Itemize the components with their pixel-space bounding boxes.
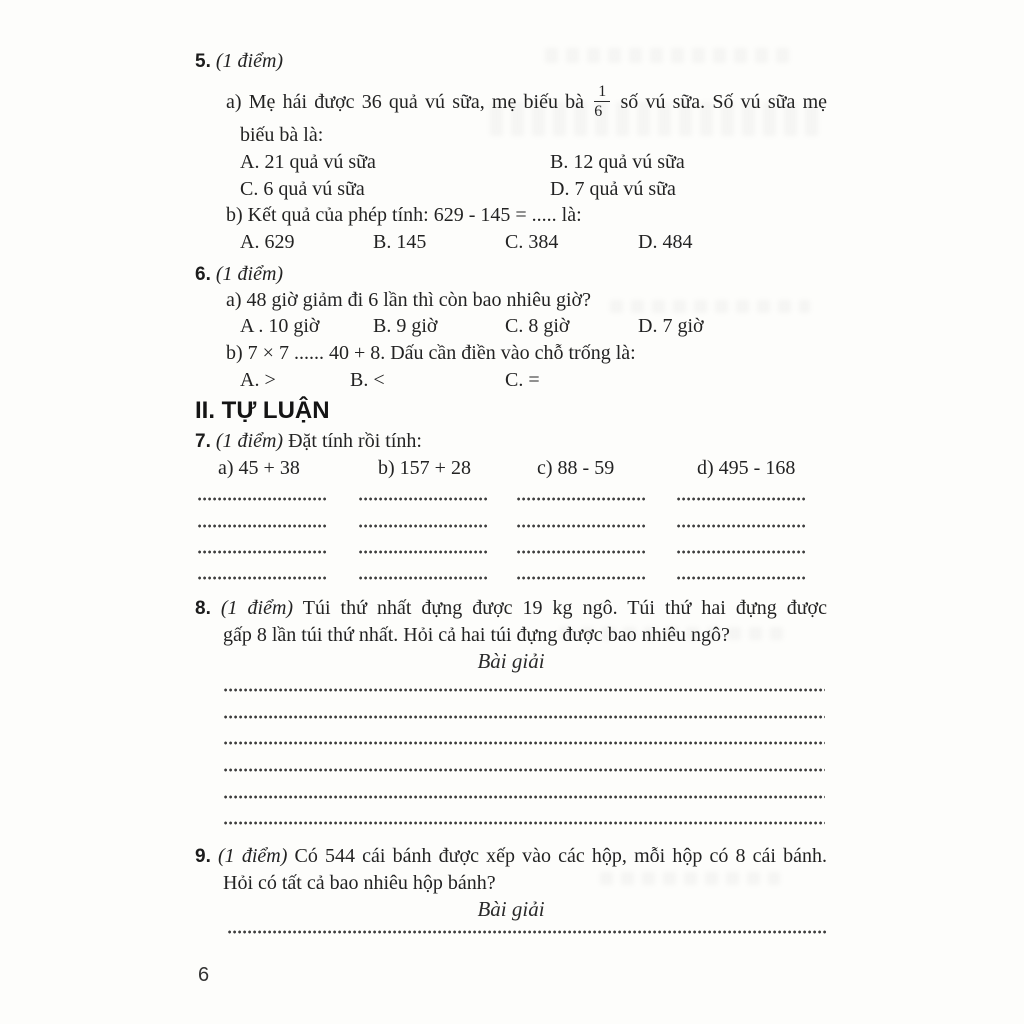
option-6a-D: D. 7 giờ [638,315,704,337]
question-5-number: 5. [195,51,211,72]
question-9-text-body: Có 544 cái bánh được xếp vào các hộp, mỗi hộp có 8 cái bánh. [294,845,828,867]
solution-heading: Bài giải [477,649,545,673]
question-9-points: (1 điểm) [218,845,288,867]
option-6a-C: C. 8 giờ [505,315,570,337]
answer-line [359,524,487,528]
question-6-header [195,261,827,288]
question-9-text-line2: Hỏi có tất cả bao nhiêu hộp bánh? [223,872,496,894]
question-5-points: (1 điểm) [215,50,284,72]
question-7-item-d: d) 495 - 168 [697,457,796,479]
section-2-heading: II. TỰ LUẬN [195,397,330,424]
answer-line [359,497,487,501]
question-6-points: (1 điểm) [215,263,284,285]
question-8-text-body: Túi thứ nhất đựng được 19 kg ngô. Túi thứ hai đựng được [302,597,827,619]
answer-line [224,768,825,772]
answer-line [517,497,645,501]
question-6-number: 6. [195,264,211,285]
question-5b-label: b) [226,204,243,226]
fraction-one-sixth [594,83,610,121]
question-6a-label: a) [226,289,242,311]
answer-line [224,688,825,692]
question-9-text-line1 [195,843,827,870]
question-5a-text-after-fraction: số vú sữa. Số vú sữa mẹ [620,91,828,113]
question-7-items [195,455,827,482]
option-5a-B: B. 12 quả vú sữa [550,151,685,173]
question-8-text-line1 [195,595,827,622]
option-6b-B: B. < [350,369,385,391]
question-6b-text-body: 7 × 7 ...... 40 + 8. Dấu cần điền vào chỗ trống là: [247,342,636,364]
option-5a-A: A. 21 quả vú sữa [240,151,376,173]
question-6b-label: b) [226,342,243,364]
option-5b-D: D. 484 [638,231,693,253]
question-5b-text [195,202,827,229]
answer-line [228,930,826,934]
answer-line [198,524,326,528]
answer-line [517,550,645,554]
question-7-points: (1 điểm) [215,430,284,452]
question-5a-text [195,80,827,124]
question-7-number: 7. [195,431,211,452]
answer-line [517,576,645,580]
answer-line [224,741,825,745]
question-8-text-line2: gấp 8 lần túi thứ nhất. Hỏi cả hai túi đựng được bao nhiêu ngô? [223,624,730,646]
question-8-number: 8. [195,598,211,619]
answer-line [198,497,326,501]
answer-line [359,550,487,554]
answer-line [677,497,805,501]
fraction-denominator: 6 [594,102,603,120]
question-5a-options-row-1 [195,149,827,176]
answer-line [677,550,805,554]
question-5b-options [195,229,827,256]
option-5b-B: B. 145 [373,231,427,253]
solution-heading: Bài giải [477,897,545,921]
option-6b-A: A. > [240,369,276,391]
answer-line [359,576,487,580]
option-6a-B: B. 9 giờ [373,315,438,337]
answer-line [677,576,805,580]
question-7-header [195,428,827,455]
option-5a-D: D. 7 quả vú sữa [550,178,676,200]
question-5a-options-row-2 [195,176,827,203]
question-7-item-c: c) 88 - 59 [537,457,615,479]
question-5a-text-line2: biếu bà là: [240,124,324,146]
option-6b-C: C. = [505,369,540,391]
answer-line [198,576,326,580]
option-5b-C: C. 384 [505,231,559,253]
answer-line [224,821,825,825]
question-7-item-a: a) 45 + 38 [218,457,300,479]
question-7-text: Đặt tính rồi tính: [288,430,422,452]
answer-line [224,715,825,719]
page-number: 6 [198,964,210,986]
question-6a-text-body: 48 giờ giảm đi 6 lần thì còn bao nhiêu giờ? [246,289,591,311]
question-5a-text-before-fraction: Mẹ hái được 36 quả vú sữa, mẹ biếu bà [248,91,585,113]
question-6b-text [195,340,827,367]
question-6a-text [195,287,827,314]
answer-line [517,524,645,528]
answer-line [224,795,825,799]
question-8-points: (1 điểm) [220,597,294,619]
question-9-number: 9. [195,846,211,867]
page-content [195,0,827,1024]
option-5a-C: C. 6 quả vú sữa [240,178,365,200]
question-7-item-b: b) 157 + 28 [378,457,471,479]
question-6a-options [195,313,827,340]
question-5-header [195,48,827,75]
option-5b-A: A. 629 [240,231,295,253]
answer-line [677,524,805,528]
option-6a-A: A . 10 giờ [240,315,320,337]
question-5a-label: a) [226,91,242,113]
question-5b-text-body: Kết quả của phép tính: 629 - 145 = ..... là: [247,204,582,226]
answer-line [198,550,326,554]
fraction-numerator: 1 [594,83,610,102]
question-6b-options [195,367,827,394]
